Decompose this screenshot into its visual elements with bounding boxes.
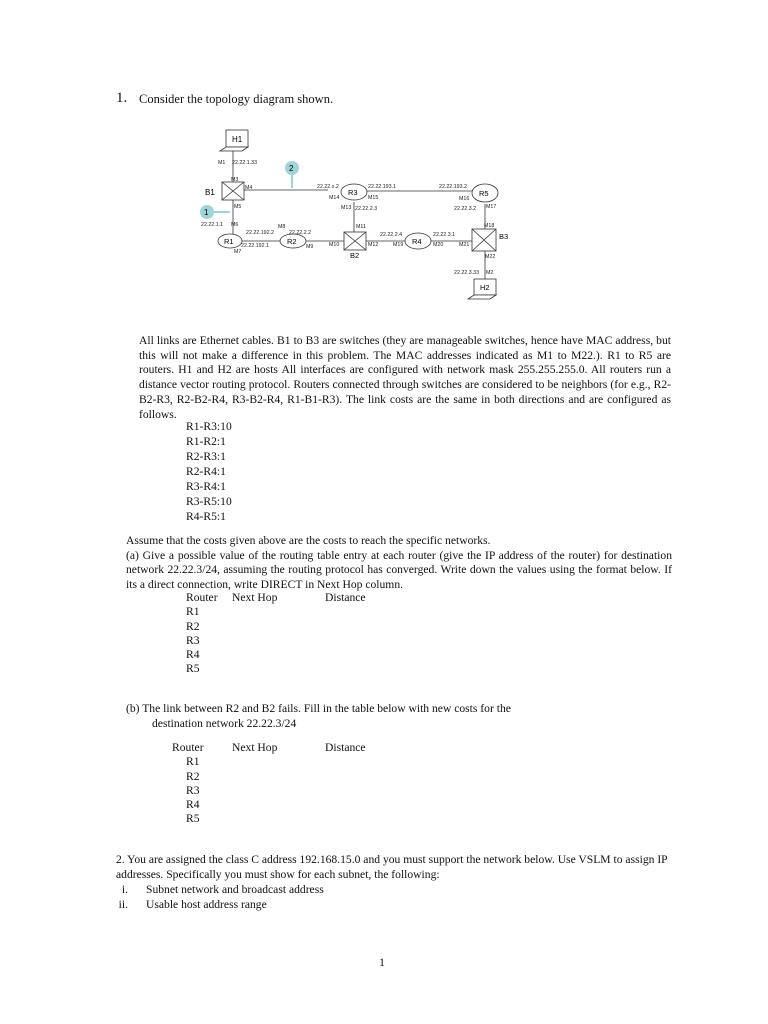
table-row: R3 bbox=[186, 633, 200, 647]
switch-b1-icon bbox=[222, 182, 244, 200]
ip-label: 22.22.3.2 bbox=[454, 206, 477, 212]
table-row: R2 bbox=[186, 619, 200, 633]
node-label-r1: R1 bbox=[224, 237, 234, 246]
mac-label: M16 bbox=[459, 196, 470, 202]
mac-label: M7 bbox=[234, 249, 242, 255]
link-cost: R2-R4:1 bbox=[186, 465, 226, 478]
ip-label: 22.22.193.1 bbox=[368, 184, 396, 190]
router-r2-icon bbox=[280, 234, 306, 248]
ip-label: 22.22.1.33 bbox=[232, 160, 258, 166]
mac-label: M8 bbox=[278, 224, 286, 230]
assumption-line: Assume that the costs given above are the costs to reach the specific networks. bbox=[126, 534, 491, 547]
ip-label: 22.22.192.2 bbox=[246, 230, 274, 236]
question-2-text: 2. You are assigned the class C address 192.168.15.0 and you must support the network below. Use VSLM to assign IP addresses. Specifically you must show for each subnet, the following: bbox=[116, 853, 668, 881]
header-distance: Distance bbox=[325, 591, 366, 604]
host-h1-icon bbox=[220, 130, 248, 151]
svg-text:1: 1 bbox=[204, 208, 209, 217]
mac-label: M13 bbox=[341, 205, 352, 211]
ip-label: 22.22.1.1 bbox=[201, 222, 224, 228]
host-h2-icon bbox=[468, 279, 496, 299]
mac-label: M5 bbox=[234, 204, 242, 210]
link-cost: R1-R2:1 bbox=[186, 435, 226, 448]
mac-label: M1 bbox=[218, 160, 226, 166]
svg-text:2: 2 bbox=[289, 164, 294, 173]
node-label-r2: R2 bbox=[287, 237, 297, 246]
list-item-text: Subnet network and broadcast address bbox=[146, 883, 324, 896]
node-label-r3: R3 bbox=[348, 188, 358, 197]
marker-2 bbox=[285, 161, 299, 188]
switch-b3-icon bbox=[472, 229, 496, 251]
list-item-text: Usable host address range bbox=[146, 897, 267, 911]
header-next-hop: Next Hop bbox=[232, 741, 278, 754]
ip-label: 22.22.2.3 bbox=[355, 206, 378, 212]
link-cost: R2-R3:1 bbox=[186, 450, 226, 463]
table-row: R4 bbox=[186, 647, 200, 661]
ip-label: 22.22.193.2 bbox=[439, 184, 467, 190]
mac-label: M20 bbox=[433, 242, 444, 248]
table-row: R1 bbox=[186, 605, 200, 619]
mac-label: M18 bbox=[484, 223, 495, 229]
node-label-b2: B2 bbox=[350, 251, 360, 260]
table-header bbox=[172, 741, 366, 755]
page-number: 1 bbox=[379, 955, 385, 969]
table-row: R2 bbox=[186, 769, 200, 783]
mac-label: M3 bbox=[231, 177, 239, 183]
question-1-prompt: Consider the topology diagram shown. bbox=[139, 92, 334, 106]
routing-table-a bbox=[186, 591, 366, 676]
node-label-b1: B1 bbox=[205, 188, 215, 197]
mac-label: M21 bbox=[459, 242, 470, 248]
switch-b2-icon bbox=[344, 232, 366, 250]
mac-label: M19 bbox=[393, 242, 404, 248]
mac-label: M17 bbox=[486, 204, 497, 210]
link-cost: R3-R5:10 bbox=[186, 495, 232, 508]
list-item-number: i. bbox=[121, 883, 128, 896]
node-label-r5: R5 bbox=[479, 189, 489, 198]
table-row: R3 bbox=[186, 783, 200, 797]
mac-label: M9 bbox=[306, 244, 314, 250]
header-next-hop: Next Hop bbox=[232, 591, 278, 604]
table-header bbox=[186, 591, 366, 605]
node-label-h1: H1 bbox=[232, 135, 243, 144]
mac-label: M22 bbox=[485, 254, 496, 260]
link-costs-list bbox=[186, 419, 232, 524]
topology-description: All links are Ethernet cables. B1 to B3 are switches (they are manageable switches, hence have MAC address, but this will not make a difference in this problem. The MAC addresses indicated as M1 to M22.). R1 to R5 are routers. H1 and H2 are hosts All interfaces are configured with network mask 255.255.255.0. All routers run a distance vector routing protocol. Routers connected through switches are considered to be neighbors (for e.g., R2-B2-R3, R2-B2-R4, R3-B2-R4, R1-B1-R3). The link costs are the same in both directions and are configured as follows. bbox=[139, 334, 671, 421]
node-label-b3: B3 bbox=[499, 232, 509, 241]
router-r4-icon bbox=[405, 233, 431, 249]
marker-1 bbox=[200, 205, 230, 219]
table-row: R5 bbox=[186, 662, 200, 676]
ip-label: 22.22.192.1 bbox=[241, 243, 269, 249]
node-label-h2: H2 bbox=[480, 283, 490, 292]
mac-label: M15 bbox=[368, 195, 379, 201]
mac-label: M2 bbox=[486, 270, 494, 276]
header-router: Router bbox=[172, 741, 204, 754]
table-row: R5 bbox=[186, 812, 200, 826]
ip-label: 22.22.x.2 bbox=[317, 184, 339, 190]
list-item-number: ii. bbox=[118, 897, 128, 911]
part-a-text bbox=[126, 534, 672, 592]
ip-label: 22.22.2.2 bbox=[289, 230, 312, 236]
question-1-number: 1. bbox=[116, 90, 128, 106]
topology-diagram bbox=[196, 124, 512, 320]
ip-label: 22.22.3.33 bbox=[454, 270, 480, 276]
table-row: R1 bbox=[186, 755, 200, 769]
table-row: R4 bbox=[186, 797, 200, 811]
router-r1-icon bbox=[218, 234, 242, 248]
mac-label: M12 bbox=[368, 242, 379, 248]
router-r3-icon bbox=[341, 184, 367, 200]
link-cost: R1-R3:10 bbox=[186, 420, 232, 433]
link-cost: R3-R4:1 bbox=[186, 480, 226, 493]
part-a-question: (a) Give a possible value of the routing table entry at each router (give the IP address of the router) for destination network 22.22.3/24, assuming the routing protocol has converged. Write down the values using the format below. If its a direct connection, write DIRECT in Next Hop column. bbox=[126, 548, 672, 591]
router-r5-icon bbox=[472, 184, 498, 202]
mac-label: M10 bbox=[329, 242, 340, 248]
mac-label: M11 bbox=[356, 224, 366, 230]
routing-table-b bbox=[172, 741, 366, 826]
header-router: Router bbox=[186, 591, 218, 604]
part-b-line: destination network 22.22.3/24 bbox=[152, 716, 297, 730]
part-b-text bbox=[126, 702, 626, 731]
mac-label: M4 bbox=[245, 185, 253, 191]
ip-label: 22.22.2.4 bbox=[380, 232, 403, 238]
ip-label: 22.22.3.1 bbox=[433, 232, 456, 238]
mac-label: M14 bbox=[329, 195, 340, 201]
header-distance: Distance bbox=[325, 741, 366, 754]
node-label-r4: R4 bbox=[412, 237, 422, 246]
mac-label: M6 bbox=[231, 222, 239, 228]
link-cost: R4-R5:1 bbox=[186, 510, 226, 523]
part-b-line: (b) The link between R2 and B2 fails. Fill in the table below with new costs for the bbox=[126, 702, 511, 715]
